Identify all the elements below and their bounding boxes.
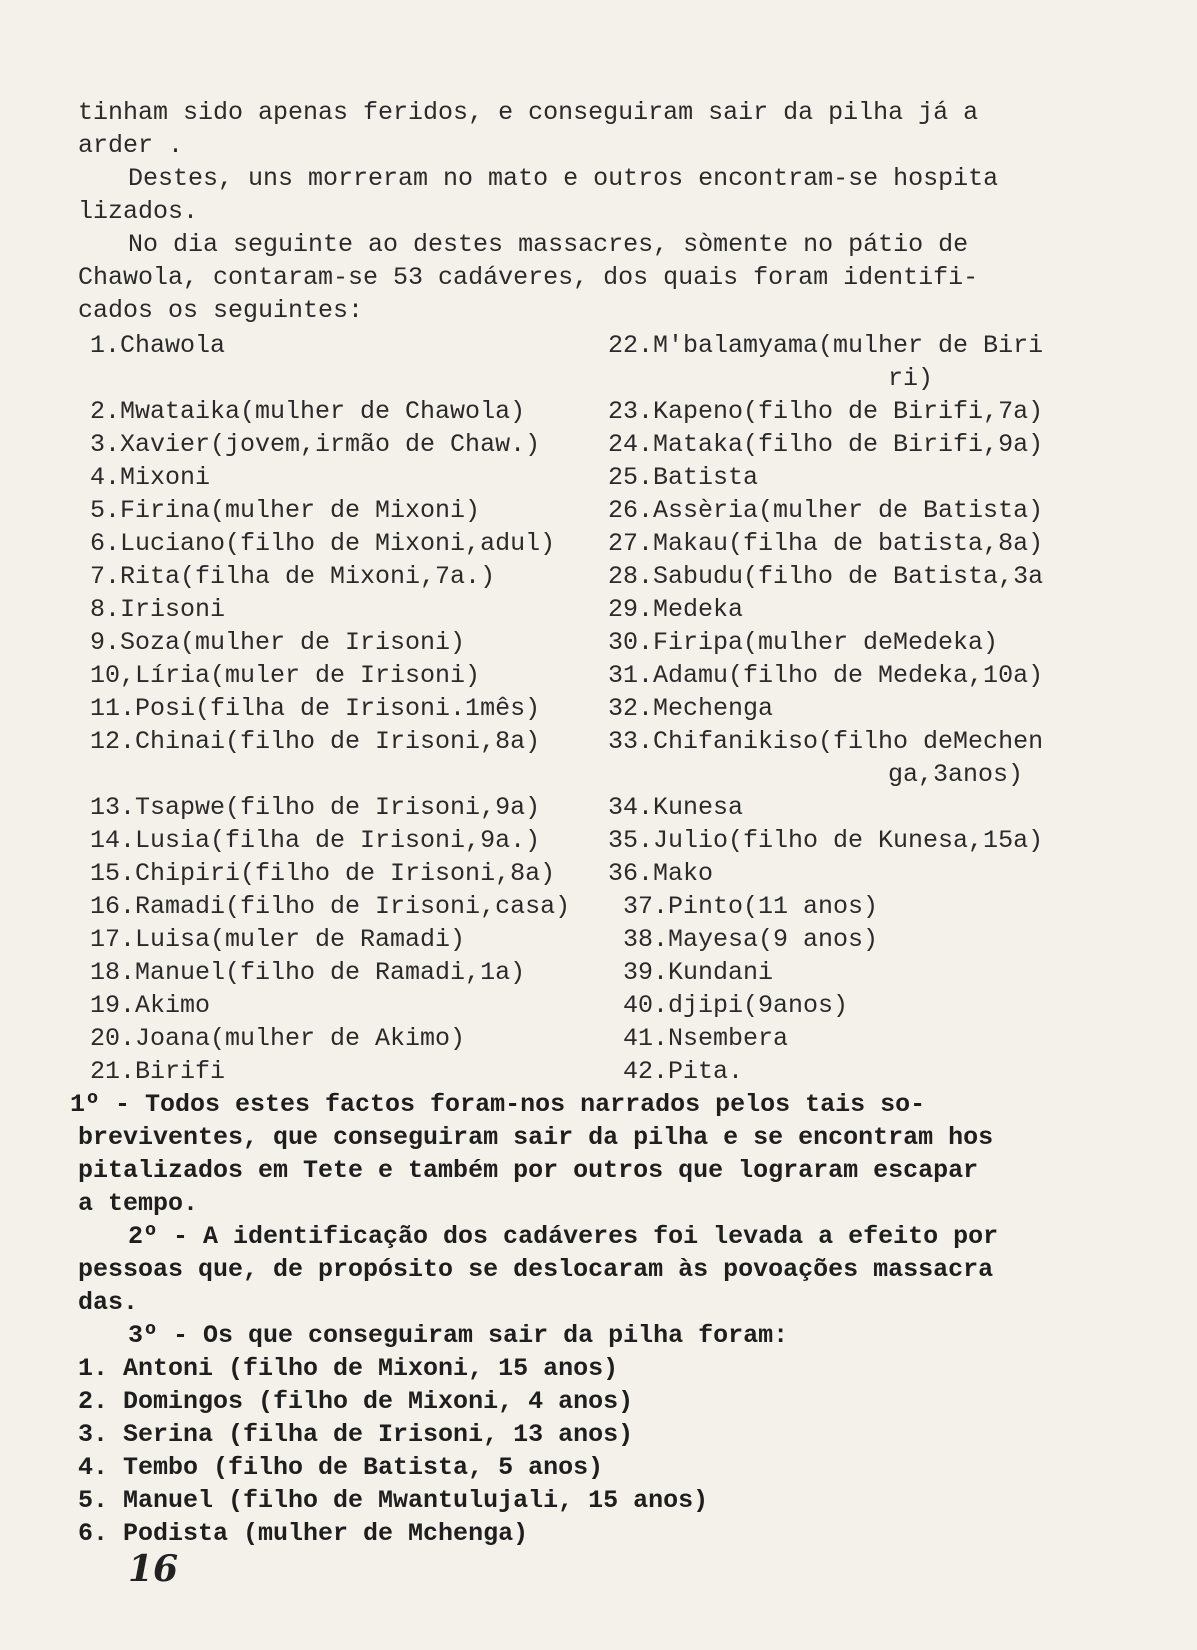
list-item: 36.Mako	[608, 859, 714, 888]
paragraph-dia-cont: cados os seguintes:	[78, 296, 364, 325]
paragraph-destes: Destes, uns morreram no mato e outros encontram-se hospita	[128, 164, 999, 193]
list-item: 24.Mataka(filho de Birifi,9a)	[608, 430, 1044, 459]
list-item: 18.Manuel(filho de Ramadi,1a)	[90, 958, 526, 987]
list-item: 3.Xavier(jovem,irmão de Chaw.)	[90, 430, 541, 459]
list-item: 35.Julio(filho de Kunesa,15a)	[608, 826, 1044, 855]
survivor-item: 5. Manuel (filho de Mwantulujali, 15 anos)	[78, 1486, 709, 1515]
list-item: 19.Akimo	[90, 991, 211, 1020]
list-item: 23.Kapeno(filho de Birifi,7a)	[608, 397, 1044, 426]
paragraph-dia-cont: Chawola, contaram-se 53 cadáveres, dos quais foram identifi-	[78, 263, 979, 292]
page-body	[70, 96, 1098, 1550]
numbered-paragraph-1	[70, 1088, 1098, 1220]
list-item: 8.Irisoni	[90, 595, 226, 624]
list-item: 38.Mayesa(9 anos)	[608, 925, 879, 954]
list-item: 40.djipi(9anos)	[608, 991, 849, 1020]
list-item: 17.Luisa(muler de Ramadi)	[90, 925, 466, 954]
victims-right-column	[608, 329, 1088, 1088]
paragraph-heading: 3º - Os que conseguiram sair da pilha foram:	[128, 1321, 789, 1350]
list-item: 1.Chawola	[90, 331, 226, 360]
list-item: 10,Líria(muler de Irisoni)	[90, 661, 481, 690]
list-item-continuation: ri)	[888, 364, 934, 393]
paragraph-line: das.	[78, 1288, 139, 1317]
victims-left-column	[90, 329, 608, 1088]
paragraph-destes-cont: lizados.	[78, 197, 199, 226]
list-item: 34.Kunesa	[608, 793, 744, 822]
list-item: 27.Makau(filha de batista,8a)	[608, 529, 1044, 558]
list-item: 7.Rita(filha de Mixoni,7a.)	[90, 562, 496, 591]
paragraph-line: a tempo.	[78, 1189, 199, 1218]
list-item: 5.Firina(mulher de Mixoni)	[90, 496, 481, 525]
survivor-item: 6. Podista (mulher de Mchenga)	[78, 1519, 529, 1548]
list-item-continuation: ga,3anos)	[888, 760, 1024, 789]
paragraph-line: 2º - A identificação dos cadáveres foi levada a efeito por	[128, 1222, 999, 1251]
list-item: 11.Posi(filha de Irisoni.1mês)	[90, 694, 541, 723]
list-item: 28.Sabudu(filho de Batista,3a	[608, 562, 1044, 591]
intro-line: tinham sido apenas feridos, e conseguiram sair da pilha já a	[78, 98, 979, 127]
list-item: 15.Chipiri(filho de Irisoni,8a)	[90, 859, 556, 888]
list-item: 16.Ramadi(filho de Irisoni,casa)	[90, 892, 571, 921]
paragraph-line: breviventes, que conseguiram sair da pilha e se encontram hos	[78, 1123, 994, 1152]
list-item: 32.Mechenga	[608, 694, 774, 723]
list-item: 33.Chifanikiso(filho deMechen	[608, 727, 1044, 756]
list-spacer	[90, 758, 608, 791]
survivor-item: 2. Domingos (filho de Mixoni, 4 anos)	[78, 1387, 634, 1416]
list-spacer	[90, 362, 608, 395]
paragraph-line: pessoas que, de propósito se deslocaram às povoações massacra	[78, 1255, 994, 1284]
list-item: 22.M'balamyama(mulher de Biri	[608, 331, 1044, 360]
intro-line: arder .	[78, 131, 184, 160]
page-number: 16	[128, 1548, 179, 1590]
list-item: 39.Kundani	[608, 958, 774, 987]
list-item: 30.Firipa(mulher deMedeka)	[608, 628, 999, 657]
survivor-item: 4. Tembo (filho de Batista, 5 anos)	[78, 1453, 604, 1482]
list-item: 12.Chinai(filho de Irisoni,8a)	[90, 727, 541, 756]
list-item: 6.Luciano(filho de Mixoni,adul)	[90, 529, 556, 558]
list-item: 21.Birifi	[90, 1057, 226, 1086]
list-item: 2.Mwataika(mulher de Chawola)	[90, 397, 526, 426]
list-item: 4.Mixoni	[90, 463, 211, 492]
paragraph-line: pitalizados em Tete e também por outros que lograram escapar	[78, 1156, 979, 1185]
list-item: 42.Pita.	[608, 1057, 744, 1086]
list-item: 26.Assèria(mulher de Batista)	[608, 496, 1044, 525]
list-item: 9.Soza(mulher de Irisoni)	[90, 628, 466, 657]
list-item: 20.Joana(mulher de Akimo)	[90, 1024, 466, 1053]
paragraph-dia: No dia seguinte ao destes massacres, sòmente no pátio de	[128, 230, 969, 259]
numbered-paragraph-3	[78, 1319, 1098, 1550]
list-item: 37.Pinto(11 anos)	[608, 892, 879, 921]
survivor-item: 3. Serina (filha de Irisoni, 13 anos)	[78, 1420, 634, 1449]
paragraph-line: 1º - Todos estes factos foram-nos narrados pelos tais so-	[70, 1090, 926, 1119]
list-item: 31.Adamu(filho de Medeka,10a)	[608, 661, 1044, 690]
victims-list	[90, 329, 1098, 1088]
list-item: 25.Batista	[608, 463, 759, 492]
list-item: 14.Lusia(filha de Irisoni,9a.)	[90, 826, 541, 855]
list-item: 41.Nsembera	[608, 1024, 789, 1053]
numbered-paragraph-2	[78, 1220, 1098, 1319]
list-item: 13.Tsapwe(filho de Irisoni,9a)	[90, 793, 541, 822]
list-item: 29.Medeka	[608, 595, 744, 624]
survivor-item: 1. Antoni (filho de Mixoni, 15 anos)	[78, 1354, 619, 1383]
